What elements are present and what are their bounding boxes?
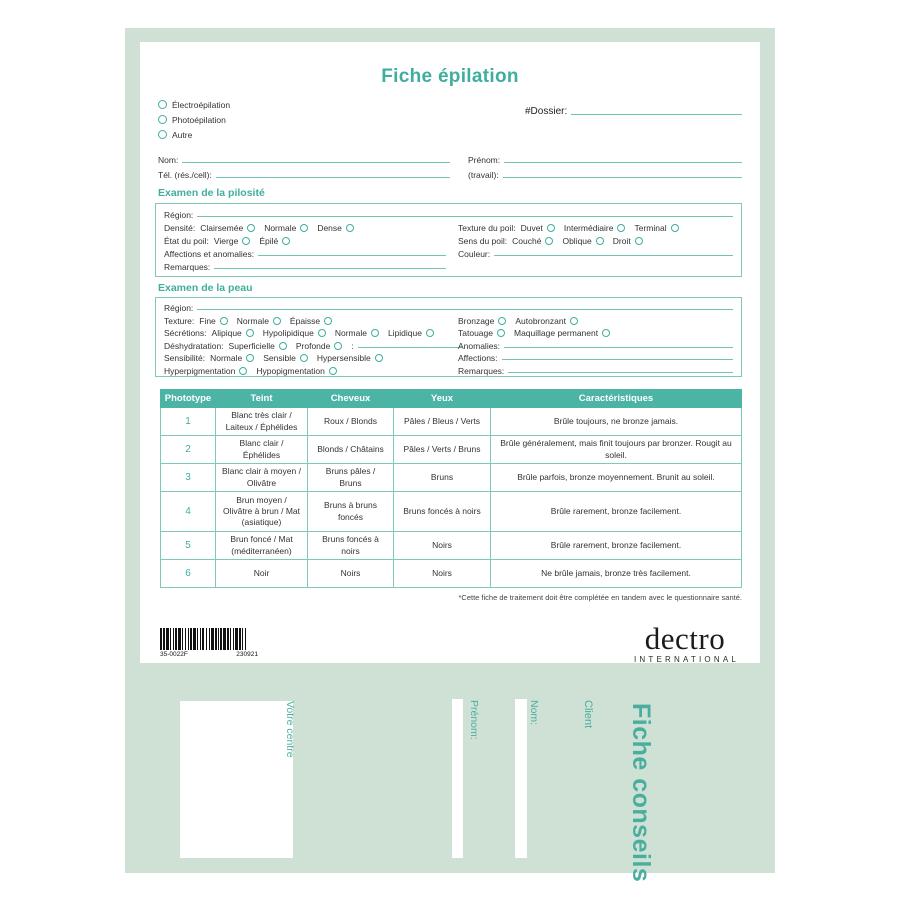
dectro-logo [622,621,748,664]
cell-phototype: 2 [161,436,216,464]
cell-cheveux: Bruns foncés à noirs [308,532,394,560]
region-label: Région: [164,209,194,220]
opt-autobronzant: Autobronzant [515,315,566,326]
cell-teint: Blanc clair / Éphélides [216,436,308,464]
remarques-label: Remarques: [164,262,211,273]
votre-centre-box [180,701,293,858]
etat-poil-label: État du poil: [164,235,209,246]
checkbox-photoepilation[interactable] [158,115,167,124]
pilosite-row-etat [164,234,733,247]
cell-teint: Noir [216,560,308,588]
opt-duvet: Duvet [520,222,543,233]
table-row [161,464,742,492]
remarques-line-field[interactable] [214,268,446,269]
opt-hypersensible: Hypersensible [316,353,371,364]
cell-phototype: 4 [161,492,216,532]
sensibilite-label: Sensibilité: [164,353,206,364]
checkbox-autobronzant[interactable] [570,317,578,325]
cell-caracteristiques: Brûle parfois, bronze moyennement. Brunit au soleil. [491,464,742,492]
nom-label: Nom: [158,155,179,165]
cell-teint: Brun moyen / Olivâtre à brun / Mat (asiatique) [216,492,308,532]
name-row [158,155,742,165]
checkbox-electroepilation[interactable] [158,100,167,109]
opt-oblique: Oblique [562,235,592,246]
col-caracteristiques: Caractéristiques [491,390,742,408]
pilosite-row-remarques [164,261,733,274]
cell-cheveux: Roux / Blonds [308,408,394,436]
pilosite-row-densite [164,221,733,234]
opt-tatouage: Tatouage [458,328,493,339]
checkbox-profonde[interactable] [334,342,342,350]
col-teint: Teint [216,390,308,408]
cell-cheveux: Blonds / Châtains [308,436,394,464]
texture-poil-label: Texture du poil: [458,222,516,233]
treatment-type-group [158,97,230,142]
votre-centre-label: Votre centre [284,701,296,758]
cell-yeux: Bruns foncés à noirs [394,492,491,532]
back-prenom-label: Prénom: [468,700,480,740]
travail-label: (travail): [468,170,499,180]
opt-droit: Droit [612,235,631,246]
dossier-line-field[interactable] [571,114,742,115]
cell-teint: Blanc très clair / Laiteux / Éphélides [216,408,308,436]
page-title: Fiche épilation [381,66,519,87]
table-row [161,492,742,532]
section-heading-peau: Examen de la peau [158,282,253,294]
dossier-label: #Dossier: [525,106,568,117]
opt-hypopigmentation: Hypopigmentation [256,365,325,376]
col-yeux: Yeux [394,390,491,408]
checkbox-sensible[interactable] [300,354,308,362]
cell-yeux: Bruns [394,464,491,492]
checkbox-clairsemee[interactable] [247,224,255,232]
opt-terminal: Terminal [634,222,667,233]
couleur-line-field[interactable] [494,255,733,256]
checkbox-hypolipidique[interactable] [318,329,326,337]
opt-hyperpigmentation: Hyperpigmentation [164,365,236,376]
nom-write-bar[interactable] [515,699,527,858]
cell-phototype: 5 [161,532,216,560]
opt-normale: Normale [264,222,297,233]
checkbox-terminal[interactable] [671,224,679,232]
checkbox-lipidique[interactable] [426,329,434,337]
peau-region-row [164,302,733,315]
opt-intermediaire: Intermédiaire [563,222,614,233]
dossier-row [525,106,742,117]
option-photoepilation [158,112,230,127]
cell-cheveux: Bruns pâles / Bruns [308,464,394,492]
checkbox-densite-normale[interactable] [300,224,308,232]
checkbox-bronzage[interactable] [498,317,506,325]
checkbox-dense[interactable] [346,224,354,232]
option-label: Photoépilation [172,114,226,125]
barcode-code: 35-0022F [160,651,188,658]
table-row [161,560,742,588]
cell-caracteristiques: Brûle généralement, mais finit toujours par bronzer. Rougit au soleil. [491,436,742,464]
affections-anomalies-label: Affections et anomalies: [164,249,255,260]
cell-cheveux: Bruns à bruns foncés [308,492,394,532]
pilosite-region-row [164,208,733,221]
densite-label: Densité: [164,222,196,233]
region-line-field[interactable] [197,309,733,310]
pilosite-box [155,203,742,277]
cell-caracteristiques: Brûle rarement, bronze facilement. [491,492,742,532]
cell-yeux: Pâles / Verts / Bruns [394,436,491,464]
cell-yeux: Noirs [394,532,491,560]
remarques-peau-line-field[interactable] [508,372,733,373]
checkbox-secretions-normale[interactable] [371,329,379,337]
opt-sensible: Sensible [263,353,296,364]
back-nom-label: Nom: [528,700,540,726]
checkbox-superficielle[interactable] [279,342,287,350]
opt-dense: Dense [317,222,342,233]
opt-secretions-normale: Normale [334,328,367,339]
secretions-label: Sécrétions: [164,328,207,339]
opt-bronzage: Bronzage [458,315,495,326]
checkbox-sensibilite-normale[interactable] [246,354,254,362]
cell-phototype: 1 [161,408,216,436]
back-client-label: Client [582,700,594,729]
cell-caracteristiques: Brûle toujours, ne bronze jamais. [491,408,742,436]
section-heading-pilosite: Examen de la pilosité [158,187,265,199]
deshydratation-colon: : [351,340,354,351]
sens-poil-label: Sens du poil: [458,235,508,246]
opt-epile: Épilé [259,235,279,246]
opt-superficielle: Superficielle [228,340,275,351]
opt-lipidique: Lipidique [387,328,422,339]
texture-label: Texture: [164,315,195,326]
anomalies-label: Anomalies: [458,340,501,351]
checkbox-oblique[interactable] [596,237,604,245]
affections-peau-line-field[interactable] [502,359,733,360]
barcode [160,628,272,658]
opt-profonde: Profonde [295,340,331,351]
travail-line-field[interactable] [503,177,742,178]
cell-yeux: Pâles / Bleus / Verts [394,408,491,436]
peau-row-pigmentation [164,365,733,378]
peau-row-sensibilite [164,352,733,365]
table-row [161,532,742,560]
opt-hypolipidique: Hypolipidique [262,328,314,339]
opt-couche: Couché [512,235,542,246]
opt-fine: Fine [199,315,216,326]
affections-line-field[interactable] [258,255,446,256]
tel-label: Tél. (rés./cell): [158,170,212,180]
cell-caracteristiques: Ne brûle jamais, bronze très facilement. [491,560,742,588]
opt-clairsemee: Clairsemée [200,222,244,233]
checkbox-intermediaire[interactable] [617,224,625,232]
peau-box [155,297,742,377]
region-label: Région: [164,303,194,314]
checkbox-duvet[interactable] [547,224,555,232]
checkbox-alipique[interactable] [246,329,254,337]
region-line-field[interactable] [197,216,733,217]
opt-epaisse: Épaisse [289,315,321,326]
deshydratation-label: Déshydratation: [164,340,224,351]
peau-row-secretions [164,327,733,340]
affections-label: Affections: [458,353,498,364]
checkbox-texture-normale[interactable] [273,317,281,325]
tel-line-field[interactable] [216,177,450,178]
prenom-label: Prénom: [468,155,501,165]
pilosite-row-affections [164,248,733,261]
checkbox-vierge[interactable] [242,237,250,245]
checkbox-hypopigmentation[interactable] [329,367,337,375]
checkbox-hyperpigmentation[interactable] [239,367,247,375]
logo-brand: dectro [644,621,726,656]
phone-row [158,170,742,180]
cell-yeux: Noirs [394,560,491,588]
table-row [161,436,742,464]
checkbox-epaisse[interactable] [324,317,332,325]
checkbox-couche[interactable] [545,237,553,245]
opt-vierge: Vierge [213,235,239,246]
table-header-row [161,390,742,408]
phototype-table [160,389,742,588]
option-label: Électroépilation [172,99,231,110]
remarques-peau-label: Remarques: [458,365,505,376]
checkbox-tatouage[interactable] [497,329,505,337]
option-label: Autre [172,129,193,140]
footnote: *Cette fiche de traitement doit être complétée en tandem avec le questionnaire santé. [458,593,742,602]
col-phototype: Phototype [161,390,216,408]
col-cheveux: Cheveux [308,390,394,408]
cell-phototype: 6 [161,560,216,588]
checkbox-droit[interactable] [635,237,643,245]
option-electroepilation [158,97,230,112]
cell-teint: Blanc clair à moyen / Olivâtre [216,464,308,492]
checkbox-autre[interactable] [158,130,167,139]
barcode-date-code: 230921 [236,651,258,658]
checkbox-maquillage-permanent[interactable] [602,329,610,337]
checkbox-epile[interactable] [282,237,290,245]
opt-sensibilite-normale: Normale [210,353,243,364]
cell-caracteristiques: Brûle rarement, bronze facilement. [491,532,742,560]
logo-subtitle: INTERNATIONAL [633,655,739,664]
couleur-label: Couleur: [458,249,491,260]
option-autre [158,127,230,142]
anomalies-line-field[interactable] [504,347,733,348]
opt-alipique: Alipique [211,328,242,339]
checkbox-hypersensible[interactable] [375,354,383,362]
table-row [161,408,742,436]
form-sheet [140,42,760,663]
barcode-bars-icon [160,628,272,650]
prenom-line-field[interactable] [504,162,742,163]
opt-texture-normale: Normale [236,315,269,326]
peau-row-texture [164,315,733,328]
cell-cheveux: Noirs [308,560,394,588]
cell-teint: Brun foncé / Mat (méditerranéen) [216,532,308,560]
cell-phototype: 3 [161,464,216,492]
checkbox-fine[interactable] [220,317,228,325]
deshydratation-line-field[interactable] [358,347,462,348]
nom-line-field[interactable] [182,162,450,163]
opt-maquillage-permanent: Maquillage permanent [513,328,599,339]
prenom-write-bar[interactable] [452,699,463,858]
peau-row-deshydratation [164,340,733,353]
fiche-conseils-title: Fiche conseils [627,703,655,883]
